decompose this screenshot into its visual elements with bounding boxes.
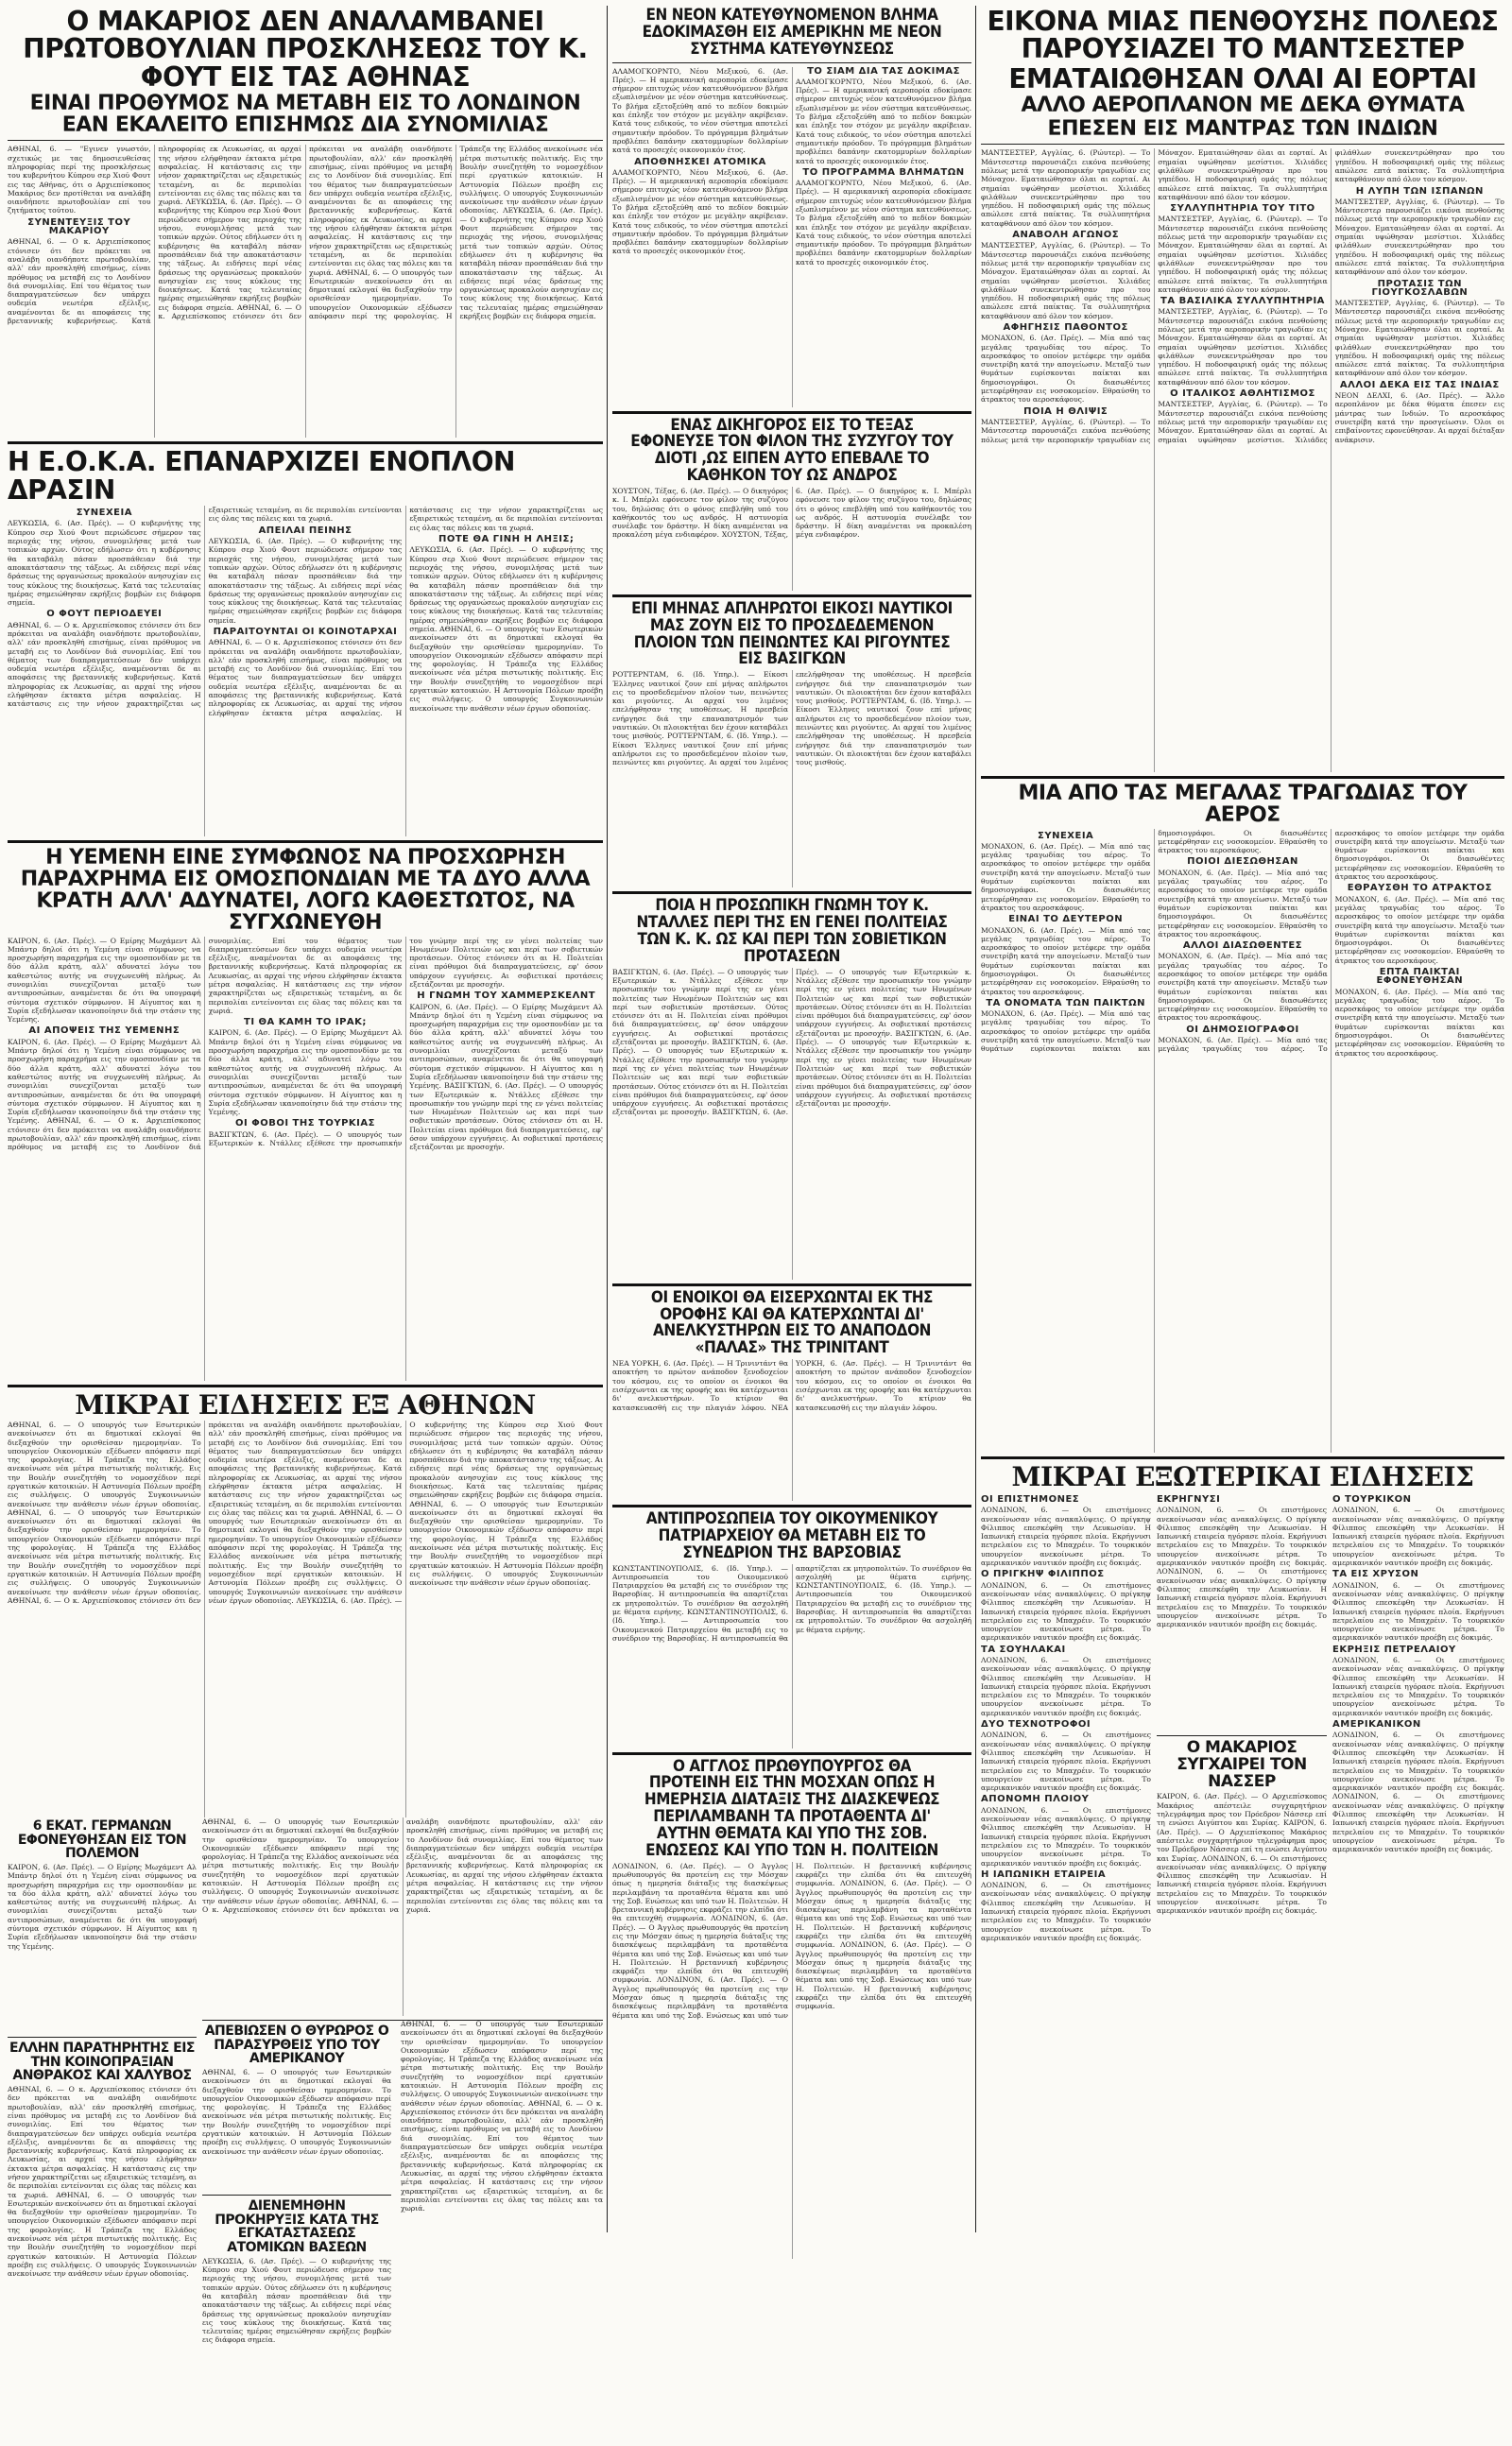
article-text: ΛΟΝΔΙΝΟΝ, 6. (Ασ. Πρές). — Ο Άγγλος πρωθυπουργός θα προτείνη εις την Μόσχαν όπως η ημερησία διάταξις της διασκέψεως περιλαμβάνη τα προταθέντα θέματα και υπό της Σοβ. Ενώσεως και υπό των Η. Πολιτειών. Η βρεταννική κυβέρνησις εκφράζει την ελπίδα ότι θα επιτευχθή συμφωνία.	[796, 1940, 971, 2011]
section-label: ΑΛΛΟΙ ΔΕΚΑ ΕΙΣ ΤΑΣ ΙΝΔΙΑΣ	[1339, 379, 1500, 390]
article-text: ΚΑΙΡΟΝ, 6. (Ασ. Πρές). — Ο Εμίρης Μωχάμεντ Αλ Μπάντρ δηλοί ότι η Υεμένη είναι σύμφωνος να προσχωρήση παραχρήμα εις την ομοσπονδίαν με τα δύο άλλα κράτη, αλλ' αδυνατεί λόγω του καθεστώτος αυτής να συγχωνευθή πλήρως. Αι συνομιλίαι συνεχίζονται μεταξύ των αντιπροσώπων, αναμένεται δε ότι θα υπογραφή σύντομα σχετικόν σύμφωνον. Η Αίγυπτος και η Συρία εξεδήλωσαν ικανοποίησιν διά την στάσιν της Υεμένης.	[8, 1037, 201, 1126]
article-makarios-nasser	[1157, 1792, 1327, 2132]
article-foreign-news-2	[1157, 1495, 1327, 1731]
article-text: ΜΑΝΤΣΕΣΤΕΡ, Αγγλίας, 6. (Ρώυτερ). — Το Μάντσεστερ παρουσιάζει εικόνα πενθούσης πόλεως μετά την αεροπορικήν τραγωδίαν εις Μόναχον. Εματαιώθησαν όλαι αι εορταί. Αι σημαίαι υψώθησαν μεσίστιοι. Χιλιάδες φιλάθλων συνεκεντρώθησαν προ του γηπέδου. Η ποδοσφαιρική ομάς της πόλεως απώλεσε επτά παίκτας. Τα συλλυπητήρια καταφθάνουν από όλον τον κόσμον.	[1334, 197, 1504, 277]
section-label: ΠΑΡΑΙΤΟΥΝΤΑΙ ΟΙ ΚΟΙΝΟΤΑΡΧΑΙ	[213, 627, 398, 637]
headline-missile: ΕΝ ΝΕΟΝ ΚΑΤΕΥΘΥΝΟΜΕΝΟΝ ΒΛΗΜΑ ΕΔΟΚΙΜΑΣΘΗ ΕΙΣ ΑΜΕΡΙΚΗΝ ΜΕ ΝΕΟΝ ΣΥΣΤΗΜΑ ΚΑΤΕΥΘΥΝΣΕΩΣ	[642, 6, 942, 59]
article-doorman	[202, 2068, 391, 2191]
article-text: ΑΘΗΝΑΙ, 6. — Ο υπουργός των Εσωτερικών ανεκοίνωσεν ότι αι δημοτικαί εκλογαί θα διεξαχθούν την ορισθείσαν ημερομηνίαν. Το υπουργείον Οικονομικών εξέδωσεν απόφασιν περί της φορολογίας. Η Τράπεζα της Ελλάδος ανεκοίνωσε νέα μέτρα πιστωτικής πολιτικής. Εις την Βουλήν συνεζητήθη το νομοσχέδιον περί εργατικών κατοικιών. Η Αστυνομία Πόλεων προέβη εις συλλήψεις. Ο υπουργός Συγκοινωνιών ανεκοίνωσε την ανάθεσιν νέων έργων οδοποιίας.	[208, 1507, 403, 1605]
headline-foreign-news: ΜΙΚΡΑΙ ΕΞΩΤΕΡΙΚΑΙ ΕΙΔΗΣΕΙΣ	[1011, 1460, 1474, 1492]
article-text: ΜΟΝΑΧΟΝ, 6. (Ασ. Πρές). — Μία από τας μεγάλας τραγωδίας του αέρος. Το αεροσκάφος το οποίον μετέφερε την ομάδα συνετρίβη κατά την απογείωσιν. Μεταξύ των θυμάτων ευρίσκονται παίκται και δημοσιογράφοι. Οι διασωθέντες μετεφέρθησαν εις νοσοκομείον. Εθραύσθη το άτρακτος του αεροσκάφους.	[1334, 894, 1504, 965]
article-text: ΛΟΝΔΙΝΟΝ, 6. — Οι επιστήμονες ανεκοίνωσαν νέας ανακαλύψεις. Ο πρίγκηψ Φίλιππος επεσκέφθη την Λευκωσίαν. Η Ιαπωνική εταιρεία ηγόρασε πλοία. Εκρήγνυσι πετρελαίου εις το Μπαχρέιν. Το τουρκικόν υπουργείον ανεκοίνωσε μέτρα. Το αμερικανικόν ναυτικόν προέβη εις δοκιμάς.	[1157, 1853, 1327, 1916]
section-label: ΑΠΟΘΝΗΣΚΕΙ ΑΤΟΜΙΚΑ	[634, 156, 766, 167]
article-text: ΜΑΝΤΣΕΣΤΕΡ, Αγγλίας, 6. (Ρώυτερ). — Το Μάντσεστερ παρουσιάζει εικόνα πενθούσης πόλεως μετά την αεροπορικήν τραγωδίαν εις Μόναχον. Εματαιώθησαν όλαι αι εορταί. Αι σημαίαι υψώθησαν μεσίστιοι. Χιλιάδες φιλάθλων συνεκεντρώθησαν προ του γηπέδου. Η ποδοσφαιρική ομάς της πόλεως απώλεσε επτά παίκτας. Τα συλλυπητήρια καταφθάνουν από όλον τον κόσμον.	[981, 148, 1151, 228]
section-label: ΣΥΝΕΝΤΕΥΞΙΣ ΤΟΥ ΜΑΚΑΡΙΟΥ	[27, 216, 131, 237]
section-label: ΑΠΕΙΛΑΙ ΠΕΙΝΗΣ	[258, 525, 352, 536]
article-text: ΑΘΗΝΑΙ, 6. — Ο κ. Αρχιεπίσκοπος ετόνισεν ότι δεν πρόκειται να αναλάβη οιανδήποτε πρωτοβουλίαν, αλλ' εάν προσκληθή επισήμως, είναι πρόθυμος να μεταβή εις το Λονδίνον διά συνομιλίας. Επί του θέματος των διαπραγματεύσεων δεν υπάρχει ουδεμία νεωτέρα εξέλιξις, αναμένονται δε αι αποφάσεις της βρεταννικής κυβερνήσεως. Κατά πληροφορίας εκ Λευκωσίας, αι αρχαί της νήσου ελήφθησαν έκτακτα μέτρα ασφαλείας. Η κατάστασις εις την νήσον χαρακτηρίζεται ως εξαιρετικώς τεταμένη, αι δε περιπολίαι εντείνονται εις όλας τας πόλεις και τα χωριά.	[202, 1817, 603, 1914]
section-label: ΑΙ ΑΠΟΨΕΙΣ ΤΗΣ ΥΕΜΕΝΗΣ	[28, 1025, 180, 1037]
article-text: ΚΩΝΣΤΑΝΤΙΝΟΥΠΟΛΙΣ, 6. (Ιδ. Υπηρ.). — Αντιπροσωπεία του Οικουμενικού Πατριαρχείου θα μεταβή εις το συνέδριον της Βαρσοβίας. Η αντιπροσωπεία θα απαρτίζεται εκ μητροπολιτών. Το συνέδριον θα ασχοληθή με θέματα ειρήνης.	[796, 1581, 971, 1634]
article-trinidad	[612, 1359, 971, 1501]
article-texas-lawyer	[612, 487, 971, 591]
article-text: ΒΑΣΙΓΚΤΩΝ, 6. (Ασ. Πρές). — Ο υπουργός των Εξωτερικών κ. Ντάλλες εξέθεσε την προσωπικήν του γνώμην περί της εν γένει πολιτείας των Ηνωμένων Πολιτειών ως και περί των σοβιετικών προτάσεων. Ούτος ετόνισεν ότι αι Η. Πολιτείαι είναι πρόθυμοι διά διαπραγματεύσεις, εφ' όσον υπάρχουν εγγυήσεις. Αι σοβιετικαί προτάσεις εξετάζονται με προσοχήν.	[796, 1028, 971, 1109]
article-text: ΝΕΟΝ ΔΕΛΧΙ, 6. (Ασ. Πρές). — Άλλο αεροπλάνον με δέκα θύματα έπεσεν εις μάντρας των Ινδιών. Το αεροσκάφος συνετρίβη κατά την προσγείωσιν. Όλοι οι επιβαίνοντες εφονεύθησαν. Αι αρχαί διέταξαν ανάκρισιν.	[1334, 391, 1504, 444]
headline-athens-news: ΜΙΚΡΑΙ ΕΙΔΗΣΕΙΣ ΕΞ ΑΘΗΝΩΝ	[75, 1388, 536, 1421]
section-label: Ο ΙΤΑΛΙΚΟΣ ΑΘΛΗΤΙΣΜΟΣ	[1170, 388, 1315, 400]
headline-india: ΕΠΕΣΕΝ ΕΙΣ ΜΑΝΤΡΑΣ ΤΩΝ ΙΝΔΙΩΝ	[1047, 117, 1438, 142]
headline-air-tragedy: ΜΙΑ ΑΠΟ ΤΑΣ ΜΕΓΑΛΑΣ ΤΡΑΓΩΔΙΑΣ ΤΟΥ ΑΕΡΟΣ	[1018, 782, 1468, 828]
article-missile	[612, 67, 971, 407]
article-text: ΑΘΗΝΑΙ, 6. — Ο κ. Αρχιεπίσκοπος ετόνισεν ότι δεν πρόκειται να αναλάβη οιανδήποτε πρωτοβουλίαν, αλλ' εάν προσκληθή επισήμως, είναι πρόθυμος να μεταβή εις το Λονδίνον διά συνομιλίας. Επί του θέματος των διαπραγματεύσεων δεν υπάρχει ουδεμία νεωτέρα εξέλιξις, αναμένονται δε αι αποφάσεις της βρεταννικής κυβερνήσεως. Κατά πληροφορίας εκ Λευκωσίας, αι αρχαί της νήσου ελήφθησαν έκτακτα μέτρα ασφαλείας. Η κατάστασις εις την νήσον χαρακτηρίζεται ως εξαιρετικώς τεταμένη, αι δε περιπολίαι εντείνονται εις όλας τας πόλεις και τα χωριά.	[158, 145, 453, 320]
article-text: ΛΕΥΚΩΣΙΑ, 6. (Ασ. Πρές). — Ο κυβερνήτης της Κύπρου σερ Χιού Φουτ περιώδευσε σήμερον τας περιοχάς της νήσου, συνομιλήσας μετά των τοπικών αρχών. Ούτος εδήλωσεν ότι η κυβέρνησις θα καταβάλη πάσαν προσπάθειαν διά την αποκατάστασιν της τάξεως. Αι ειδήσεις περί νέας δράσεως της οργανώσεως προκαλούν ανησυχίαν εις τους κύκλους της διοικήσεως. Κατά τας τελευταίας ημέρας σημειώθησαν εκρήξεις βομβών εις διάφορα σημεία.	[8, 519, 201, 608]
article-athens-cont	[202, 1817, 603, 2016]
section-label: ΑΝΑΒΟΛΗ ΑΓΩΝΟΣ	[1012, 230, 1120, 241]
headline-yemen: Η ΥΕΜΕΝΗ ΕΙΝΕ ΣΥΜΦΩΝΟΣ ΝΑ ΠΡΟΣΧΩΡΗΣΗ ΠΑΡΑΧΡΗΜΑ ΕΙΣ ΟΜΟΣΠΟΝΔΙΑΝ ΜΕ ΤΑ ΔΥΟ ΑΛΛΑ ΚΡΑΤΗ ΑΛΛ' ΑΔΥΝΑΤΕΙ, ΛΟΓΩ ΚΑΘΕΣΤΩΤΟΣ, ΝΑ ΣΥΓΧΩΝΕΥΘΗ	[20, 846, 591, 936]
section-label: ΕΘΡΑΥΣΘΗ ΤΟ ΑΤΡΑΚΤΟΣ	[1347, 883, 1492, 894]
section-label: ΣΥΛΛΥΠΗΤΗΡΙΑ ΤΟΥ ΤΙΤΟ	[1170, 203, 1315, 215]
headline-makarios: Ο ΜΑΚΑΡΙΟΣ ΔΕΝ ΑΝΑΛΑΜΒΑΝΕΙ ΠΡΩΤΟΒΟΥΛΙΑΝ ΠΡΟΣΚΛΗΣΕΩΣ ΤΟΥ Κ. ΦΟΥΤ ΕΙΣ ΤΑΣ ΑΘΗΝΑΣ	[23, 6, 588, 93]
article-foreign-news-3	[1332, 1492, 1504, 2154]
article-text: ΚΩΝΣΤΑΝΤΙΝΟΥΠΟΛΙΣ, 6. (Ιδ. Υπηρ.). — Αντιπροσωπεία του Οικουμενικού Πατριαρχείου θα μεταβή εις το συνέδριον της Βαρσοβίας. Η αντιπροσωπεία θα απαρτίζεται εκ μητροπολιτών. Το συνέδριον θα ασχοληθή με θέματα ειρήνης.	[612, 1563, 788, 1617]
section-label: ΤΟ ΠΡΟΓΡΑΜΜΑ ΒΛΗΜΑΤΩΝ	[802, 166, 965, 178]
section-label: ΣΥΝΕΧΕΙΑ	[76, 508, 132, 519]
article-text: ΑΘΗΝΑΙ, 6. — Ο κ. Αρχιεπίσκοπος ετόνισεν ότι δεν πρόκειται να αναλάβη οιανδήποτε πρωτοβουλίαν, αλλ' εάν προσκληθή επισήμως, είναι πρόθυμος να μεταβή εις το Λονδίνον διά συνομιλίας. Επί του θέματος των διαπραγματεύσεων δεν υπάρχει ουδεμία νεωτέρα εξέλιξις, αναμένονται δε αι αποφάσεις της βρεταννικής κυβερνήσεως. Κατά πληροφορίας εκ Λευκωσίας, αι αρχαί της νήσου ελήφθησαν έκτακτα μέτρα ασφαλείας. Η κατάστασις εις την νήσον χαρακτηρίζεται ως εξαιρετικώς τεταμένη, αι δε περιπολίαι εντείνονται εις όλας τας πόλεις και τα χωριά.	[8, 2085, 197, 2199]
article-text: ΑΘΗΝΑΙ, 6. — Ο κ. Αρχιεπίσκοπος ετόνισεν ότι δεν πρόκειται να αναλάβη οιανδήποτε πρωτοβουλίαν, αλλ' εάν προσκληθή επισήμως, είναι πρόθυμος να μεταβή εις το Λονδίνον διά συνομιλίας. Επί του θέματος των διαπραγματεύσεων δεν υπάρχει ουδεμία νεωτέρα εξέλιξις, αναμένονται δε αι αποφάσεις της βρεταννικής κυβερνήσεως. Κατά πληροφορίας εκ Λευκωσίας, αι αρχαί της νήσου ελήφθησαν έκτακτα μέτρα ασφαλείας. Η κατάστασις εις την νήσον χαρακτηρίζεται ως εξαιρετικώς τεταμένη, αι δε περιπολίαι εντείνονται εις όλας τας πόλεις και τα χωριά.	[208, 506, 603, 717]
section-label: ΑΦΗΓΗΣΙΣ ΠΑΘΟΝΤΟΣ	[1003, 322, 1128, 333]
article-text: ΧΟΥΣΤΟΝ, Τέξας, 6. (Ασ. Πρές). — Ο δικηγόρος κ. Ι. Μπέρλι εφόνευσε τον φίλον της συζύγου του, δηλώσας ότι ο φόνος επεβλήθη υπό του καθήκοντός του ως ανδρός. Η αστυνομία συνέλαβε τον δράστην. Η δίκη αναμένεται να προκαλέση μέγα ενδιαφέρον.	[612, 486, 788, 540]
article-text: ΚΑΙΡΟΝ, 6. (Ασ. Πρές). — Ο Εμίρης Μωχάμεντ Αλ Μπάντρ δηλοί ότι η Υεμένη είναι σύμφωνος να προσχωρήση παραχρήμα εις την ομοσπονδίαν με τα δύο άλλα κράτη, αλλ' αδυνατεί λόγω του καθεστώτος αυτής να συγχωνευθή πλήρως. Αι συνομιλίαι συνεχίζονται μεταξύ των αντιπροσώπων, αναμένεται δε ότι θα υπογραφή σύντομα σχετικόν σύμφωνον. Η Αίγυπτος και η Συρία εξεδήλωσαν ικανοποίησιν διά την στάσιν της Υεμένης.	[8, 1862, 197, 1951]
section-label: ΟΙ ΦΟΒΟΙ ΤΗΣ ΤΟΥΡΚΙΑΣ	[235, 1118, 375, 1129]
article-text: ΑΛΑΜΟΓΚΟΡΝΤΟ, Νέου Μεξικού, 6. (Ασ. Πρές). — Η αμερικανική αεροπορία εδοκίμασε σήμερον επιτυχώς νέον κατευθυνόμενον βλήμα εξωπλισμένον με νέον σύστημα κατευθύνσεως. Το βλήμα εξετοξεύθη από το πεδίον δοκιμών και έπληξε τον στόχον με μεγάλην ακρίβειαν. Κατά τους ειδικούς, το νέον σύστημα αποτελεί σημαντικήν πρόοδον. Το πρόγραμμα βλημάτων προβλέπει δαπάνην εκατομμυρίων δολλαρίων κατά το προσεχές οικονομικόν έτος.	[796, 179, 971, 267]
article-text: ΜΑΝΤΣΕΣΤΕΡ, Αγγλίας, 6. (Ρώυτερ). — Το Μάντσεστερ παρουσιάζει εικόνα πενθούσης πόλεως μετά την αεροπορικήν τραγωδίαν εις Μόναχον. Εματαιώθησαν όλαι αι εορταί. Αι σημαίαι υψώθησαν μεσίστιοι. Χιλιάδες φιλάθλων συνεκεντρώθησαν προ του γηπέδου. Η ποδοσφαιρική ομάς της πόλεως απώλεσε επτά παίκτας. Τα συλλυπητήρια καταφθάνουν από όλον τον κόσμον.	[981, 241, 1151, 320]
article-text: ΜΟΝΑΧΟΝ, 6. (Ασ. Πρές). — Μία από τας μεγάλας τραγωδίας του αέρος. Το αεροσκάφος το οποίον μετέφερε την ομάδα συνετρίβη κατά την απογείωσιν. Μεταξύ των θυμάτων ευρίσκονται παίκται και δημοσιογράφοι. Οι διασωθέντες μετεφέρθησαν εις νοσοκομείον. Εθραύσθη το άτρακτος του αεροσκάφους.	[1158, 828, 1504, 1054]
headline-eoka: Η Ε.Ο.Κ.Α. ΕΠΑΝΑΡΧΙΖΕΙ ΕΝΟΠΛΟΝ ΔΡΑΣΙΝ	[8, 446, 515, 506]
article-text: ΒΑΣΙΓΚΤΩΝ, 6. (Ασ. Πρές). — Ο υπουργός των Εξωτερικών κ. Ντάλλες εξέθεσε την προσωπικήν του γνώμην περί της εν γένει πολιτείας των Ηνωμένων Πολιτειών ως και περί των σοβιετικών προτάσεων. Ούτος ετόνισεν ότι αι Η. Πολιτείαι είναι πρόθυμοι διά διαπραγματεύσεις, εφ' όσον υπάρχουν εγγυήσεις. Αι σοβιετικαί προτάσεις εξετάζονται με προσοχήν.	[612, 1038, 788, 1117]
article-british-pm	[612, 1862, 971, 2259]
article-coal-steel	[8, 2085, 197, 2425]
article-dulles	[612, 968, 971, 1280]
article-text: ΜΟΝΑΧΟΝ, 6. (Ασ. Πρές). — Μία από τας μεγάλας τραγωδίας του αέρος. Το αεροσκάφος το οποίον μετέφερε την ομάδα συνετρίβη κατά την απογείωσιν. Μεταξύ των θυμάτων ευρίσκονται παίκται και δημοσιογράφοι. Οι διασωθέντες μετεφέρθησαν εις νοσοκομείον. Εθραύσθη το άτρακτος του αεροσκάφους.	[1158, 952, 1328, 1023]
headline-british-pm: Ο ΑΓΓΛΟΣ ΠΡΩΘΥΠΟΥΡΓΟΣ ΘΑ ΠΡΟΤΕΙΝΗ ΕΙΣ ΤΗΝ ΜΟΣΧΑΝ ΟΠΩΣ Η ΗΜΕΡΗΣΙΑ ΔΙΑΤΑΞΙΣ ΤΗΣ ΔΙΑΣΚΕΨΕΩΣ ΠΕΡΙΛΑΜΒΑΝΗ ΤΑ ΠΡΟΤΑΘΕΝΤΑ ΔΙ' ΑΥΤΗΝ ΘΕΜΑΤΑ ΚΑΙ ΥΠΟ ΤΗΣ ΣΟΒ. ΕΝΩΣΕΩΣ ΚΑΙ ΥΠΟ ΤΩΝ Η. ΠΟΛΙΤΕΙΩΝ	[644, 1756, 940, 1860]
article-text: ΛΟΝΔΙΝΟΝ, 6. — Οι επιστήμονες ανεκοίνωσαν νέας ανακαλύψεις. Ο πρίγκηψ Φίλιππος επεσκέφθη την Λευκωσίαν. Η Ιαπωνική εταιρεία ηγόρασε πλοία. Εκρήγνυσι πετρελαίου εις το Μπαχρέιν. Το τουρκικόν υπουργείον ανεκοίνωσε μέτρα. Το αμερικανικόν ναυτικόν προέβη εις δοκιμάς.	[981, 1506, 1151, 1568]
article-text: ΚΑΙΡΟΝ, 6. (Ασ. Πρές). — Ο Αρχιεπίσκοπος Μακάριος απέστειλε συγχαρητήριον τηλεγράφημα προς τον Πρόεδρον Νάσσερ επί τη ενώσει Αιγύπτου και Συρίας.	[1157, 1818, 1327, 1863]
section-label: ΤΟ ΣΙΑΜ ΔΙΑ ΤΑΣ ΔΟΚΙΜΑΣ	[807, 65, 960, 77]
article-text: ΜΟΝΑΧΟΝ, 6. (Ασ. Πρές). — Μία από τας μεγάλας τραγωδίας του αέρος. Το αεροσκάφος το οποίον μετέφερε την ομάδα συνετρίβη κατά την απογείωσιν. Μεταξύ των θυμάτων ευρίσκονται παίκται και δημοσιογράφοι. Οι διασωθέντες μετεφέρθησαν εις νοσοκομείον. Εθραύσθη το άτρακτος του αεροσκάφους.	[981, 334, 1151, 405]
section-label: ΤΑ ΒΑΣΙΛΙΚΑ ΣΥΛΛΥΠΗΤΗΡΙΑ	[1160, 296, 1325, 307]
article-text: ΝΕΑ ΥΟΡΚΗ, 6. (Ασ. Πρές). — Η Τρινιντάντ θα αποκτήση το πρώτον ανάποδον ξενοδοχείον του κόσμου, εις το οποίον οι ένοικοι θα εισέρχωνται εκ της οροφής και θα κατέρχωνται δι' ανελκυστήρων. Το κτίριον θα κατασκευασθή εις την πλαγιάν λόφου.	[612, 1359, 788, 1412]
article-text: ΛΟΝΔΙΝΟΝ, 6. — Οι επιστήμονες ανεκοίνωσαν νέας ανακαλύψεις. Ο πρίγκηψ Φίλιππος επεσκέφθη την Λευκωσίαν. Η Ιαπωνική εταιρεία ηγόρασε πλοία. Εκρήγνυσι πετρελαίου εις το Μπαχρέιν. Το τουρκικόν υπουργείον ανεκοίνωσε μέτρα. Το αμερικανικόν ναυτικόν προέβη εις δοκιμάς.	[1332, 1580, 1504, 1643]
article-text: ΑΘΗΝΑΙ, 6. — Ο υπουργός των Εσωτερικών ανεκοίνωσεν ότι αι δημοτικαί εκλογαί θα διεξαχθούν την ορισθείσαν ημερομηνίαν. Το υπουργείον Οικονομικών εξέδωσεν απόφασιν περί της φορολογίας. Η Τράπεζα της Ελλάδος ανεκοίνωσε νέα μέτρα πιστωτικής πολιτικής. Εις την Βουλήν συνεζητήθη το νομοσχέδιον περί εργατικών κατοικιών. Η Αστυνομία Πόλεων προέβη εις συλλήψεις. Ο υπουργός Συγκοινωνιών ανεκοίνωσε την ανάθεσιν νέων έργων οδοποιίας.	[309, 145, 603, 320]
article-text: ΡΟΤΤΕΡΝΤΑΜ, 6. (Ιδ. Υπηρ.). — Είκοσι Έλληνες ναυτικοί ζουν επί μήνας απλήρωτοι εις το προσδεδεμένον πλοίον των, πεινώντες και ριγούντες. Αι αρχαί του λιμένος επελήφθησαν της υποθέσεως. Η πρεσβεία ενήργησε διά την επαναπατρισμόν των ναυτικών. Οι πλοιοκτήται δεν έχουν καταβάλει τους μισθούς.	[796, 697, 971, 767]
newspaper-page	[8, 6, 1504, 2345]
article-text: ΡΟΤΤΕΡΝΤΑΜ, 6. (Ιδ. Υπηρ.). — Είκοσι Έλληνες ναυτικοί ζουν επί μήνας απλήρωτοι εις το προσδεδεμένον πλοίον των, πεινώντες και ριγούντες. Αι αρχαί του λιμένος επελήφθησαν της υποθέσεως. Η πρεσβεία ενήργησε διά την επαναπατρισμόν των ναυτικών. Οι πλοιοκτήται δεν έχουν καταβάλει τους μισθούς.	[612, 670, 971, 767]
article-text: ΑΘΗΝΑΙ, 6. — Ο υπουργός των Εσωτερικών ανεκοίνωσεν ότι αι δημοτικαί εκλογαί θα διεξαχθούν την ορισθείσαν ημερομηνίαν. Το υπουργείον Οικονομικών εξέδωσεν απόφασιν περί της φορολογίας. Η Τράπεζα της Ελλάδος ανεκοίνωσε νέα μέτρα πιστωτικής πολιτικής. Εις την Βουλήν συνεζητήθη το νομοσχέδιον περί εργατικών κατοικιών. Η Αστυνομία Πόλεων προέβη εις συλλήψεις. Ο υπουργός Συγκοινωνιών ανεκοίνωσε την ανάθεσιν νέων έργων οδοποιίας.	[8, 1507, 201, 1596]
article-text: ΒΑΣΙΓΚΤΩΝ, 6. (Ασ. Πρές). — Ο υπουργός των Εξωτερικών κ. Ντάλλες εξέθεσε την προσωπικήν του γνώμην περί της εν γένει πολιτείας των Ηνωμένων Πολιτειών ως και περί των σοβιετικών προτάσεων. Ούτος ετόνισεν ότι αι Η. Πολιτείαι είναι πρόθυμοι διά διαπραγματεύσεις, εφ' όσον υπάρχουν εγγυήσεις. Αι σοβιετικαί προτάσεις εξετάζονται με προσοχήν.	[208, 936, 603, 1148]
article-sailors	[612, 670, 971, 887]
article-text: ΛΟΝΔΙΝΟΝ, 6. (Ασ. Πρές). — Ο Άγγλος πρωθυπουργός θα προτείνη εις την Μόσχαν όπως η ημερησία διάταξις της διασκέψεως περιλαμβάνη τα προταθέντα θέματα και υπό της Σοβ. Ενώσεως και υπό των Η. Πολιτειών. Η βρεταννική κυβέρνησις εκφράζει την ελπίδα ότι θα επιτευχθή συμφωνία.	[612, 1861, 971, 2020]
right-section	[981, 6, 1504, 2232]
section-label: ΠΟΙΟΙ ΔΙΕΣΩΘΗΣΑΝ	[1187, 856, 1298, 868]
article-text: ΛΟΝΔΙΝΟΝ, 6. — Οι επιστήμονες ανεκοίνωσαν νέας ανακαλύψεις. Ο πρίγκηψ Φίλιππος επεσκέφθη την Λευκωσίαν. Η Ιαπωνική εταιρεία ηγόρασε πλοία. Εκρήγνυσι πετρελαίου εις το Μπαχρέιν. Το τουρκικόν υπουργείον ανεκοίνωσε μέτρα. Το αμερικανικόν ναυτικόν προέβη εις δοκιμάς.	[1157, 1567, 1327, 1629]
section-label: Ο ΦΟΥΤ ΠΕΡΙΟΔΕΥΕΙ	[46, 609, 163, 620]
headline-another-plane: ΑΛΛΟ ΑΕΡΟΠΛΑΝΟΝ ΜΕ ΔΕΚΑ ΘΥΜΑΤΑ	[1021, 94, 1465, 118]
article-eoka	[8, 506, 603, 836]
article-germans	[8, 1863, 197, 2033]
headline-sailors: ΕΠΙ ΜΗΝΑΣ ΑΠΛΗΡΩΤΟΙ ΕΙΚΟΣΙ ΝΑΥΤΙΚΟΙ ΜΑΣ ΖΟΥΝ ΕΙΣ ΤΟ ΠΡΟΣΔΕΔΕΜΕΝΟΝ ΠΛΟΙΟΝ ΤΩΝ ΠΕΙΝΩΝΤΕΣ ΚΑΙ ΡΙΓΟΥΝΤΕΣ ΕΙΣ ΒΑΣΙΓΚΩΝ	[631, 598, 953, 669]
article-text: ΑΛΑΜΟΓΚΟΡΝΤΟ, Νέου Μεξικού, 6. (Ασ. Πρές). — Η αμερικανική αεροπορία εδοκίμασε σήμερον επιτυχώς νέον κατευθυνόμενον βλήμα εξωπλισμένον με νέον σύστημα κατευθύνσεως. Το βλήμα εξετοξεύθη από το πεδίον δοκιμών και έπληξε τον στόχον με μεγάλην ακρίβειαν. Κατά τους ειδικούς, το νέον σύστημα αποτελεί σημαντικήν πρόοδον. Το πρόγραμμα βλημάτων προβλέπει δαπάνην εκατομμυρίων δολλαρίων κατά το προσεχές οικονομικόν έτος.	[612, 66, 788, 155]
item-label: ΕΚΡΗΞΙΣ ΠΕΤΡΕΛΑΙΟΥ	[1332, 1644, 1456, 1655]
article-text: ΜΑΝΤΣΕΣΤΕΡ, Αγγλίας, 6. (Ρώυτερ). — Το Μάντσεστερ παρουσιάζει εικόνα πενθούσης πόλεως μετά την αεροπορικήν τραγωδίαν εις Μόναχον. Εματαιώθησαν όλαι αι εορταί. Αι σημαίαι υψώθησαν μεσίστιοι. Χιλιάδες φιλάθλων συνεκεντρώθησαν προ του γηπέδου. Η ποδοσφαιρική ομάς της πόλεως απώλεσε επτά παίκτας. Τα συλλυπητήρια καταφθάνουν από όλον τον κόσμον.	[1158, 307, 1328, 387]
article-text: ΑΘΗΝΑΙ, 6. — Ο κ. Αρχιεπίσκοπος ετόνισεν ότι δεν πρόκειται να αναλάβη οιανδήποτε πρωτοβουλίαν, αλλ' εάν προσκληθή επισήμως, είναι πρόθυμος να μεταβή εις το Λονδίνον διά συνομιλίας. Επί του θέματος των διαπραγματεύσεων δεν υπάρχει ουδεμία νεωτέρα εξέλιξις, αναμένονται δε αι αποφάσεις της βρεταννικής κυβερνήσεως. Κατά πληροφορίας εκ Λευκωσίας, αι αρχαί της νήσου ελήφθησαν έκτακτα μέτρα ασφαλείας. Η κατάστασις εις την νήσον χαρακτηρίζεται ως εξαιρετικώς τεταμένη, αι δε περιπολίαι εντείνονται εις όλας τας πόλεις και τα χωριά.	[8, 1420, 403, 1605]
article-text: ΛΟΝΔΙΝΟΝ, 6. — Οι επιστήμονες ανεκοίνωσαν νέας ανακαλύψεις. Ο πρίγκηψ Φίλιππος επεσκέφθη την Λευκωσίαν. Η Ιαπωνική εταιρεία ηγόρασε πλοία. Εκρήγνυσι πετρελαίου εις το Μπαχρέιν. Το τουρκικόν υπουργείον ανεκοίνωσε μέτρα. Το αμερικανικόν ναυτικόν προέβη εις δοκιμάς.	[981, 1580, 1151, 1643]
headline-trinidad: ΟΙ ΕΝΟΙΚΟΙ ΘΑ ΕΙΣΕΡΧΩΝΤΑΙ ΕΚ ΤΗΣ ΟΡΟΦΗΣ ΚΑΙ ΘΑ ΚΑΤΕΡΧΩΝΤΑΙ ΔΙ' ΑΝΕΛΚΥΣΤΗΡΩΝ ΕΙΣ ΤΟ ΑΝΑΠΟΔΟΝ «ΠΑΛΑΣ» ΤΗΣ ΤΡΙΝΙΤΑΝΤ	[650, 1287, 934, 1358]
article-text: ΜΑΝΤΣΕΣΤΕΡ, Αγγλίας, 6. (Ρώυτερ). — Το Μάντσεστερ παρουσιάζει εικόνα πενθούσης πόλεως μετά την αεροπορικήν τραγωδίαν εις Μόναχον. Εματαιώθησαν όλαι αι εορταί. Αι σημαίαι υψώθησαν μεσίστιοι. Χιλιάδες φιλάθλων συνεκεντρώθησαν προ του γηπέδου. Η ποδοσφαιρική ομάς της πόλεως απώλεσε επτά παίκτας. Τα συλλυπητήρια καταφθάνουν από όλον τον κόσμον.	[1158, 215, 1328, 294]
article-text: ΑΛΑΜΟΓΚΟΡΝΤΟ, Νέου Μεξικού, 6. (Ασ. Πρές). — Η αμερικανική αεροπορία εδοκίμασε σήμερον επιτυχώς νέον κατευθυνόμενον βλήμα εξωπλισμένον με νέον σύστημα κατευθύνσεως. Το βλήμα εξετοξεύθη από το πεδίον δοκιμών και έπληξε τον στόχον με μεγάλην ακρίβειαν. Κατά τους ειδικούς, το νέον σύστημα αποτελεί σημαντικήν πρόοδον. Το πρόγραμμα βλημάτων προβλέπει δαπάνην εκατομμυρίων δολλαρίων κατά το προσεχές οικονομικόν έτος.	[796, 77, 971, 165]
article-text: ΚΑΙΡΟΝ, 6. (Ασ. Πρές). — Ο Εμίρης Μωχάμεντ Αλ Μπάντρ δηλοί ότι η Υεμένη είναι σύμφωνος να προσχωρήση παραχρήμα εις την ομοσπονδίαν με τα δύο άλλα κράτη, αλλ' αδυνατεί λόγω του καθεστώτος αυτής να συγχωνευθή πλήρως. Αι συνομιλίαι συνεχίζονται μεταξύ των αντιπροσώπων, αναμένεται δε ότι θα υπογραφή σύντομα σχετικόν σύμφωνον. Η Αίγυπτος και η Συρία εξεδήλωσαν ικανοποίησιν διά την στάσιν της Υεμένης.	[208, 1028, 403, 1117]
article-text: ΑΘΗΝΑΙ, 6. — Ο υπουργός των Εσωτερικών ανεκοίνωσεν ότι αι δημοτικαί εκλογαί θα διεξαχθούν την ορισθείσαν ημερομηνίαν. Το υπουργείον Οικονομικών εξέδωσεν απόφασιν περί της φορολογίας. Η Τράπεζα της Ελλάδος ανεκοίνωσε νέα μέτρα πιστωτικής πολιτικής. Εις την Βουλήν συνεζητήθη το νομοσχέδιον περί εργατικών κατοικιών. Η Αστυνομία Πόλεων προέβη εις συλλήψεις. Ο υπουργός Συγκοινωνιών ανεκοίνωσε την ανάθεσιν νέων έργων οδοποιίας.	[409, 625, 603, 713]
headline-dulles: ΠΟΙΑ Η ΠΡΟΣΩΠΙΚΗ ΓΝΩΜΗ ΤΟΥ Κ. ΝΤΑΛΛΕΣ ΠΕΡΙ ΤΗΣ ΕΝ ΓΕΝΕΙ ΠΟΛΙΤΕΙΑΣ ΤΩΝ Κ. Κ. ΩΣ ΚΑΙ ΠΕΡΙ ΤΩΝ ΣΟΒΙΕΤΙΚΩΝ ΠΡΟΤΑΣΕΩΝ	[636, 896, 948, 966]
item-label: ΤΑ ΣΟΥΗΛΑΚΑΙ	[981, 1644, 1066, 1655]
item-label: Η ΙΑΠΩΝΙΚΗ ΕΤΑΙΡΕΙΑ	[981, 1869, 1107, 1880]
article-text: ΝΕΑ ΥΟΡΚΗ, 6. (Ασ. Πρές). — Η Τρινιντάντ θα αποκτήση το πρώτον ανάποδον ξενοδοχείον του κόσμου, εις το οποίον οι ένοικοι θα εισέρχωνται εκ της οροφής και θα κατέρχωνται δι' ανελκυστήρων. Το κτίριον θα κατασκευασθή εις την πλαγιάν λόφου.	[771, 1359, 971, 1412]
item-label: ΔΥΟ ΤΕΧΝΟΤΡΟΦΟΙ	[981, 1719, 1091, 1731]
article-text: ΛΕΥΚΩΣΙΑ, 6. (Ασ. Πρές). — Ο κυβερνήτης της Κύπρου σερ Χιού Φουτ περιώδευσε σήμερον τας περιοχάς της νήσου, συνομιλήσας μετά των τοπικών αρχών. Ούτος εδήλωσεν ότι η κυβέρνησις θα καταβάλη πάσαν προσπάθειαν διά την αποκατάστασιν της τάξεως. Αι ειδήσεις περί νέας δράσεως της οργανώσεως προκαλούν ανησυχίαν εις τους κύκλους της διοικήσεως. Κατά τας τελευταίας ημέρας σημειώθησαν εκρήξεις βομβών εις διάφορα σημεία.	[409, 545, 603, 633]
article-text: ΑΘΗΝΑΙ, 6. — Ο κ. Αρχιεπίσκοπος ετόνισεν ότι δεν πρόκειται να αναλάβη οιανδήποτε πρωτοβουλίαν, αλλ' εάν προσκληθή επισήμως, είναι πρόθυμος να μεταβή εις το Λονδίνον διά συνομιλίας. Επί του θέματος των διαπραγματεύσεων δεν υπάρχει ουδεμία νεωτέρα εξέλιξις, αναμένονται δε αι αποφάσεις της βρεταννικής κυβερνήσεως. Κατά πληροφορίας εκ Λευκωσίας, αι αρχαί της νήσου ελήφθησαν έκτακτα μέτρα ασφαλείας. Η κατάστασις εις την νήσον χαρακτηρίζεται ως εξαιρετικώς τεταμένη, αι δε περιπολίαι εντείνονται εις όλας τας πόλεις και τα χωριά.	[401, 2098, 603, 2213]
article-text: ΛΕΥΚΩΣΙΑ, 6. (Ασ. Πρές). — Ο κυβερνήτης της Κύπρου σερ Χιού Φουτ περιώδευσε σήμερον τας περιοχάς της νήσου, συνομιλήσας μετά των τοπικών αρχών. Ούτος εδήλωσεν ότι η κυβέρνησις θα καταβάλη πάσαν προσπάθειαν διά την αποκατάστασιν της τάξεως. Αι ειδήσεις περί νέας δράσεως της οργανώσεως προκαλούν ανησυχίαν εις τους κύκλους της διοικήσεως. Κατά τας τελευταίας ημέρας σημειώθησαν εκρήξεις βομβών εις διάφορα σημεία.	[459, 206, 603, 320]
article-text: ΛΕΥΚΩΣΙΑ, 6. (Ασ. Πρές). — Ο κυβερνήτης της Κύπρου σερ Χιού Φουτ περιώδευσε σήμερον τας περιοχάς της νήσου, συνομιλήσας μετά των τοπικών αρχών. Ούτος εδήλωσεν ότι η κυβέρνησις θα καταβάλη πάσαν προσπάθειαν διά την αποκατάστασιν της τάξεως. Αι ειδήσεις περί νέας δράσεως της οργανώσεως προκαλούν ανησυχίαν εις τους κύκλους της διοικήσεως. Κατά τας τελευταίας ημέρας σημειώθησαν εκρήξεις βομβών εις διάφορα σημεία.	[208, 537, 403, 625]
section-label: ΠΟΙΑ Η ΘΛΙΨΙΣ	[1023, 405, 1108, 417]
headline-coal-steel: ΕΛΛΗΝ ΠΑΡΑΤΗΡΗΤΗΣ ΕΙΣ ΤΗΝ ΚΟΙΝΟΠΡΑΞΙΑΝ ΑΝΘΡΑΚΟΣ ΚΑΙ ΧΑΛΥΒΟΣ	[9, 2040, 195, 2084]
article-text: ΛΟΝΔΙΝΟΝ, 6. (Ασ. Πρές). — Ο Άγγλος πρωθυπουργός θα προτείνη εις την Μόσχαν όπως η ημερησία διάταξις της διασκέψεως περιλαμβάνη τα προταθέντα θέματα και υπό της Σοβ. Ενώσεως και υπό των Η. Πολιτειών. Η βρεταννική κυβέρνησις εκφράζει την ελπίδα ότι θα επιτευχθή συμφωνία.	[612, 1914, 788, 1985]
article-text: ΛΟΝΔΙΝΟΝ, 6. (Ασ. Πρές). — Ο Άγγλος πρωθυπουργός θα προτείνη εις την Μόσχαν όπως η ημερησία διάταξις της διασκέψεως περιλαμβάνη τα προταθέντα θέματα και υπό της Σοβ. Ενώσεως και υπό των Η. Πολιτειών. Η βρεταννική κυβέρνησις εκφράζει την ελπίδα ότι θα επιτευχθή συμφωνία.	[796, 1879, 971, 1950]
section-label: Η ΛΥΠΗ ΤΩΝ ΙΣΠΑΝΩΝ	[1355, 185, 1484, 197]
article-text: ΜΟΝΑΧΟΝ, 6. (Ασ. Πρές). — Μία από τας μεγάλας τραγωδίας του αέρος. Το αεροσκάφος το οποίον μετέφερε την ομάδα συνετρίβη κατά την απογείωσιν. Μεταξύ των θυμάτων ευρίσκονται παίκται και δημοσιογράφοι. Οι διασωθέντες μετεφέρθησαν εις νοσοκομείον. Εθραύσθη το άτρακτος του αεροσκάφους.	[981, 841, 1151, 912]
article-text: ΚΑΙΡΟΝ, 6. (Ασ. Πρές). — Ο Εμίρης Μωχάμεντ Αλ Μπάντρ δηλοί ότι η Υεμένη είναι σύμφωνος να προσχωρήση παραχρήμα εις την ομοσπονδίαν με τα δύο άλλα κράτη, αλλ' αδυνατεί λόγω του καθεστώτος αυτής να συγχωνευθή πλήρως. Αι συνομιλίαι συνεχίζονται μεταξύ των αντιπροσώπων, αναμένεται δε ότι θα υπογραφή σύντομα σχετικόν σύμφωνον. Η Αίγυπτος και η Συρία εξεδήλωσαν ικανοποίησιν διά την στάσιν της Υεμένης.	[409, 1002, 603, 1091]
article-manchester	[981, 148, 1504, 772]
middle-section	[612, 6, 971, 2232]
article-text: ΜΟΝΑΧΟΝ, 6. (Ασ. Πρές). — Μία από τας μεγάλας τραγωδίας του αέρος. Το αεροσκάφος το οποίον μετέφερε την ομάδα συνετρίβη κατά την απογείωσιν. Μεταξύ των θυμάτων ευρίσκονται παίκται και δημοσιογράφοι. Οι διασωθέντες μετεφέρθησαν εις νοσοκομείον. Εθραύσθη το άτρακτος του αεροσκάφους.	[981, 925, 1151, 996]
subheadline-makarios: ΕΙΝΑΙ ΠΡΟΘΥΜΟΣ ΝΑ ΜΕΤΑΒΗ ΕΙΣ ΤΟ ΛΟΝΔΙΝΟΝ ΕΑΝ ΕΚΑΛΕΙΤΟ ΕΠΙΣΗΜΩΣ ΔΙΑ ΣΥΝΟΜΙΛΙΑΣ	[29, 92, 581, 138]
article-text: ΑΘΗΝΑΙ, 6. — Ο κ. Αρχιεπίσκοπος ετόνισεν ότι δεν πρόκειται να αναλάβη οιανδήποτε πρωτοβουλίαν, αλλ' εάν προσκληθή επισήμως, είναι πρόθυμος να μεταβή εις το Λονδίνον διά συνομιλίας. Επί του θέματος των διαπραγματεύσεων δεν υπάρχει ουδεμία νεωτέρα εξέλιξις, αναμένονται δε αι αποφάσεις της βρεταννικής κυβερνήσεως. Κατά πληροφορίας εκ Λευκωσίας, αι αρχαί της νήσου ελήφθησαν έκτακτα μέτρα ασφαλείας. Η κατάστασις εις την νήσον χαρακτηρίζεται ως εξαιρετικώς τεταμένη, αι δε περιπολίαι εντείνονται εις όλας τας πόλεις και τα χωριά.	[8, 936, 403, 1152]
section-label: ΤΙ ΘΑ ΚΑΜΗ ΤΟ ΙΡΑΚ;	[244, 1017, 367, 1028]
article-text: ΛΕΥΚΩΣΙΑ, 6. (Ασ. Πρές). — Ο κυβερνήτης της Κύπρου σερ Χιού Φουτ περιώδευσε σήμερον τας περιοχάς της νήσου, συνομιλήσας μετά των τοπικών αρχών. Ούτος εδήλωσεν ότι η κυβέρνησις θα καταβάλη πάσαν προσπάθειαν διά την αποκατάστασιν της τάξεως. Αι ειδήσεις περί νέας δράσεως της οργανώσεως προκαλούν ανησυχίαν εις τους κύκλους της διοικήσεως. Κατά τας τελευταίας ημέρας σημειώθησαν εκρήξεις βομβών εις διάφορα σημεία.	[202, 2256, 391, 2345]
article-text: ΛΟΝΔΙΝΟΝ, 6. — Οι επιστήμονες ανεκοίνωσαν νέας ανακαλύψεις. Ο πρίγκηψ Φίλιππος επεσκέφθη την Λευκωσίαν. Η Ιαπωνική εταιρεία ηγόρασε πλοία. Εκρήγνυσι πετρελαίου εις το Μπαχρέιν. Το τουρκικόν υπουργείον ανεκοίνωσε μέτρα. Το αμερικανικόν ναυτικόν προέβη εις δοκιμάς.	[1157, 1506, 1327, 1568]
article-text: ΛΟΝΔΙΝΟΝ, 6. — Οι επιστήμονες ανεκοίνωσαν νέας ανακαλύψεις. Ο πρίγκηψ Φίλιππος επεσκέφθη την Λευκωσίαν. Η Ιαπωνική εταιρεία ηγόρασε πλοία. Εκρήγνυσι πετρελαίου εις το Μπαχρέιν. Το τουρκικόν υπουργείον ανεκοίνωσε μέτρα. Το αμερικανικόν ναυτικόν προέβη εις δοκιμάς.	[1332, 1731, 1504, 1793]
article-text: ΑΘΗΝΑΙ, 6. — Ο υπουργός των Εσωτερικών ανεκοίνωσεν ότι αι δημοτικαί εκλογαί θα διεξαχθούν την ορισθείσαν ημερομηνίαν. Το υπουργείον Οικονομικών εξέδωσεν απόφασιν περί της φορολογίας. Η Τράπεζα της Ελλάδος ανεκοίνωσε νέα μέτρα πιστωτικής πολιτικής. Εις την Βουλήν συνεζητήθη το νομοσχέδιον περί εργατικών κατοικιών. Η Αστυνομία Πόλεων προέβη εις συλλήψεις. Ο υπουργός Συγκοινωνιών ανεκοίνωσε την ανάθεσιν νέων έργων οδοποιίας.	[202, 1817, 399, 1905]
item-label: ΤΑ ΕΙΣ ΧΡΥΣΟΝ	[1332, 1569, 1419, 1580]
article-text: ΛΟΝΔΙΝΟΝ, 6. (Ασ. Πρές). — Ο Άγγλος πρωθυπουργός θα προτείνη εις την Μόσχαν όπως η ημερησία διάταξις της διασκέψεως περιλαμβάνη τα προταθέντα θέματα και υπό της Σοβ. Ενώσεως και υπό των Η. Πολιτειών. Η βρεταννική κυβέρνησις εκφράζει την ελπίδα ότι θα επιτευχθή συμφωνία.	[612, 1861, 788, 1923]
article-text: ΒΑΣΙΓΚΤΩΝ, 6. (Ασ. Πρές). — Ο υπουργός των Εξωτερικών κ. Ντάλλες εξέθεσε την προσωπικήν του γνώμην περί της εν γένει πολιτείας των Ηνωμένων Πολιτειών ως και περί των σοβιετικών προτάσεων. Ούτος ετόνισεν ότι αι Η. Πολιτείαι είναι πρόθυμοι διά διαπραγματεύσεις, εφ' όσον υπάρχουν εγγυήσεις. Αι σοβιετικαί προτάσεις εξετάζονται με προσοχήν.	[409, 1081, 603, 1152]
article-text: ΛΟΝΔΙΝΟΝ, 6. — Οι επιστήμονες ανεκοίνωσαν νέας ανακαλύψεις. Ο πρίγκηψ Φίλιππος επεσκέφθη την Λευκωσίαν. Η Ιαπωνική εταιρεία ηγόρασε πλοία. Εκρήγνυσι πετρελαίου εις το Μπαχρέιν. Το τουρκικόν υπουργείον ανεκοίνωσε μέτρα. Το αμερικανικόν ναυτικόν προέβη εις δοκιμάς.	[981, 1805, 1151, 1868]
article-text: ΚΑΙΡΟΝ, 6. (Ασ. Πρές). — Ο Εμίρης Μωχάμεντ Αλ Μπάντρ δηλοί ότι η Υεμένη είναι σύμφωνος να προσχωρήση παραχρήμα εις την ομοσπονδίαν με τα δύο άλλα κράτη, αλλ' αδυνατεί λόγω του καθεστώτος αυτής να συγχωνευθή πλήρως. Αι συνομιλίαι συνεχίζονται μεταξύ των αντιπροσώπων, αναμένεται δε ότι θα υπογραφή σύντομα σχετικόν σύμφωνον. Η Αίγυπτος και η Συρία εξεδήλωσαν ικανοποίησιν διά την στάσιν της Υεμένης.	[8, 936, 201, 1025]
article-air-tragedy	[981, 829, 1504, 1453]
headline-doorman: ΑΠΕΒΙΩΣΕΝ Ο ΘΥΡΩΡΟΣ Ο ΠΑΡΑΣΥΡΘΕΙΣ ΥΠΟ ΤΟΥ ΑΜΕΡΙΚΑΝΟΥ	[204, 2023, 389, 2067]
section-label: ΕΙΝΑΙ ΤΟ ΔΕΥΤΕΡΟΝ	[1008, 914, 1124, 925]
article-text: ΛΟΝΔΙΝΟΝ, 6. — Οι επιστήμονες ανεκοίνωσαν νέας ανακαλύψεις. Ο πρίγκηψ Φίλιππος επεσκέφθη την Λευκωσίαν. Η Ιαπωνική εταιρεία ηγόρασε πλοία. Εκρήγνυσι πετρελαίου εις το Μπαχρέιν. Το τουρκικόν υπουργείον ανεκοίνωσε μέτρα. Το αμερικανικόν ναυτικόν προέβη εις δοκιμάς.	[981, 1881, 1151, 1942]
article-athens-tail	[401, 2020, 603, 2417]
article-text: ΚΑΙΡΟΝ, 6. (Ασ. Πρές). — Ο Αρχιεπίσκοπος Μακάριος απέστειλε συγχαρητήριον τηλεγράφημα προς τον Πρόεδρον Νάσσερ επί τη ενώσει Αιγύπτου και Συρίας.	[1157, 1792, 1327, 1828]
article-text: ΛΕΥΚΩΣΙΑ, 6. (Ασ. Πρές). — Ο κυβερνήτης της Κύπρου σερ Χιού Φουτ περιώδευσε σήμερον τας περιοχάς της νήσου, συνομιλήσας μετά των τοπικών αρχών. Ούτος εδήλωσεν ότι η κυβέρνησις θα καταβάλη πάσαν προσπάθειαν διά την αποκατάστασιν της τάξεως. Αι ειδήσεις περί νέας δράσεως της οργανώσεως προκαλούν ανησυχίαν εις τους κύκλους της διοικήσεως. Κατά τας τελευταίας ημέρας σημειώθησαν εκρήξεις βομβών εις διάφορα σημεία.	[158, 198, 301, 312]
section-label: ΕΠΤΑ ΠΑΙΚΤΑΙ ΕΦΟΝΕΥΘΗΣΑΝ	[1376, 967, 1464, 987]
left-section	[8, 6, 603, 2345]
article-atomic-bases	[202, 2257, 391, 2446]
article-text: ΜΑΝΤΣΕΣΤΕΡ, Αγγλίας, 6. (Ρώυτερ). — Το Μάντσεστερ παρουσιάζει εικόνα πενθούσης πόλεως μετά την αεροπορικήν τραγωδίαν εις Μόναχον. Εματαιώθησαν όλαι αι εορταί. Αι σημαίαι υψώθησαν μεσίστιοι. Χιλιάδες φιλάθλων συνεκεντρώθησαν προ του γηπέδου. Η ποδοσφαιρική ομάς της πόλεως απώλεσε επτά παίκτας. Τα συλλυπητήρια καταφθάνουν από όλον τον κόσμον.	[1158, 148, 1504, 444]
item-label: ΟΙ ΕΠΙΣΤΗΜΟΝΕΣ	[981, 1493, 1080, 1505]
article-makarios	[8, 145, 603, 438]
article-lead: ΑΘΗΝΑΙ, 6. — "Εγινεν γνωστόν, σχετικώς με τας δημοσιευθείσας πληροφορίας περί της προσκλήσεως του κυβερνήτου Κύπρου σερ Χιού Φουτ εις τας Αθήνας, ότι ο Αρχιεπίσκοπος Μακάριος δεν προτίθεται να αναλάβη οιανδήποτε πρωτοβουλίαν επί του ζητήματος τούτου.	[8, 145, 151, 215]
article-text: ΜΑΝΤΣΕΣΤΕΡ, Αγγλίας, 6. (Ρώυτερ). — Το Μάντσεστερ παρουσιάζει εικόνα πενθούσης πόλεως μετά την αεροπορικήν τραγωδίαν εις Μόναχον. Εματαιώθησαν όλαι αι εορταί. Αι σημαίαι υψώθησαν μεσίστιοι. Χιλιάδες φιλάθλων συνεκεντρώθησαν προ του γηπέδου. Η ποδοσφαιρική ομάς της πόλεως απώλεσε επτά παίκτας. Τα συλλυπητήρια καταφθάνουν από όλον τον κόσμον.	[981, 148, 1328, 444]
article-text: ΛΟΝΔΙΝΟΝ, 6. — Οι επιστήμονες ανεκοίνωσαν νέας ανακαλύψεις. Ο πρίγκηψ Φίλιππος επεσκέφθη την Λευκωσίαν. Η Ιαπωνική εταιρεία ηγόρασε πλοία. Εκρήγνυσι πετρελαίου εις το Μπαχρέιν. Το τουρκικόν υπουργείον ανεκοίνωσε μέτρα. Το αμερικανικόν ναυτικόν προέβη εις δοκιμάς.	[1332, 1506, 1504, 1568]
headline-texas-lawyer: ΕΝΑΣ ΔΙΚΗΓΟΡΟΣ ΕΙΣ ΤΟ ΤΕΞΑΣ ΕΦΟΝΕΥΣΕ ΤΟΝ ΦΙΛΟΝ ΤΗΣ ΣΥΖΥΓΟΥ ΤΟΥ ΔΙΟΤΙ ,ΩΣ ΕΙΠΕΝ ΑΥΤΟ ΕΠΕΒΑΛΕ ΤΟ ΚΑΘΗΚΟΝ ΤΟΥ ΩΣ ΑΝΔΡΟΣ	[630, 415, 954, 486]
item-label: ΑΠΟΝΟΜΗ ΠΛΟΙΟΥ	[981, 1794, 1090, 1805]
article-text: ΑΛΑΜΟΓΚΟΡΝΤΟ, Νέου Μεξικού, 6. (Ασ. Πρές). — Η αμερικανική αεροπορία εδοκίμασε σήμερον επιτυχώς νέον κατευθυνόμενον βλήμα εξωπλισμένον με νέον σύστημα κατευθύνσεως. Το βλήμα εξετοξεύθη από το πεδίον δοκιμών και έπληξε τον στόχον με μεγάλην ακρίβειαν. Κατά τους ειδικούς, το νέον σύστημα αποτελεί σημαντικήν πρόοδον. Το πρόγραμμα βλημάτων προβλέπει δαπάνην εκατομμυρίων δολλαρίων κατά το προσεχές οικονομικόν έτος.	[612, 167, 788, 256]
article-text: ΜΟΝΑΧΟΝ, 6. (Ασ. Πρές). — Μία από τας μεγάλας τραγωδίας του αέρος. Το αεροσκάφος το οποίον μετέφερε την ομάδα συνετρίβη κατά την απογείωσιν. Μεταξύ των θυμάτων ευρίσκονται παίκται και δημοσιογράφοι. Οι διασωθέντες μετεφέρθησαν εις νοσοκομείον. Εθραύσθη το άτρακτος του αεροσκάφους.	[1334, 987, 1504, 1058]
article-text: ΜΟΝΑΧΟΝ, 6. (Ασ. Πρές). — Μία από τας μεγάλας τραγωδίας του αέρος. Το αεροσκάφος το οποίον μετέφερε την ομάδα συνετρίβη κατά την απογείωσιν. Μεταξύ των θυμάτων ευρίσκονται παίκται και δημοσιογράφοι. Οι διασωθέντες μετεφέρθησαν εις νοσοκομείον. Εθραύσθη το άτρακτος του αεροσκάφους.	[981, 828, 1328, 1054]
section-label: ΣΥΝΕΧΕΙΑ	[1038, 830, 1094, 841]
article-text: ΑΘΗΝΑΙ, 6. — Ο υπουργός των Εσωτερικών ανεκοίνωσεν ότι αι δημοτικαί εκλογαί θα διεξαχθούν την ορισθείσαν ημερομηνίαν. Το υπουργείον Οικονομικών εξέδωσεν απόφασιν περί της φορολογίας. Η Τράπεζα της Ελλάδος ανεκοίνωσε νέα μέτρα πιστωτικής πολιτικής. Εις την Βουλήν συνεζητήθη το νομοσχέδιον περί εργατικών κατοικιών. Η Αστυνομία Πόλεων προέβη εις συλλήψεις. Ο υπουργός Συγκοινωνιών ανεκοίνωσε την ανάθεσιν νέων έργων οδοποιίας.	[409, 1499, 603, 1588]
article-text: ΒΑΣΙΓΚΤΩΝ, 6. (Ασ. Πρές). — Ο υπουργός των Εξωτερικών κ. Ντάλλες εξέθεσε την προσωπικήν του γνώμην περί της εν γένει πολιτείας των Ηνωμένων Πολιτειών ως και περί των σοβιετικών προτάσεων. Ούτος ετόνισεν ότι αι Η. Πολιτείαι είναι πρόθυμοι διά διαπραγματεύσεις, εφ' όσον υπάρχουν εγγυήσεις. Αι σοβιετικαί προτάσεις εξετάζονται με προσοχήν.	[612, 967, 788, 1047]
article-text: ΚΩΝΣΤΑΝΤΙΝΟΥΠΟΛΙΣ, 6. (Ιδ. Υπηρ.). — Αντιπροσωπεία του Οικουμενικού Πατριαρχείου θα μεταβή εις το συνέδριον της Βαρσοβίας. Η αντιπροσωπεία θα απαρτίζεται εκ μητροπολιτών. Το συνέδριον θα ασχοληθή με θέματα ειρήνης.	[612, 1563, 971, 1643]
article-yemen	[8, 937, 603, 1381]
section-label: ΤΑ ΟΝΟΜΑΤΑ ΤΩΝ ΠΑΙΚΤΩΝ	[986, 997, 1145, 1008]
article-text: ΛΟΝΔΙΝΟΝ, 6. — Οι επιστήμονες ανεκοίνωσαν νέας ανακαλύψεις. Ο πρίγκηψ Φίλιππος επεσκέφθη την Λευκωσίαν. Η Ιαπωνική εταιρεία ηγόρασε πλοία. Εκρήγνυσι πετρελαίου εις το Μπαχρέιν. Το τουρκικόν υπουργείον ανεκοίνωσε μέτρα. Το αμερικανικόν ναυτικόν προέβη εις δοκιμάς.	[981, 1731, 1151, 1793]
article-text: ΧΟΥΣΤΟΝ, Τέξας, 6. (Ασ. Πρές). — Ο δικηγόρος κ. Ι. Μπέρλι εφόνευσε τον φίλον της συζύγου του, δηλώσας ότι ο φόνος επεβλήθη υπό του καθήκοντός του ως ανδρός. Η αστυνομία συνέλαβε τον δράστην. Η δίκη αναμένεται να προκαλέση μέγα ενδιαφέρον.	[721, 486, 971, 540]
headline-atomic-bases: ΔΙΕΝΕΜΗΘΗΝ ΠΡΟΚΗΡΥΞΙΣ ΚΑΤΑ ΤΗΣ ΕΓΚΑΤΑΣΤΑΣΕΩΣ ΑΤΟΜΙΚΩΝ ΒΑΣΕΩΝ	[215, 2197, 379, 2256]
article-text: ΑΘΗΝΑΙ, 6. — Ο υπουργός των Εσωτερικών ανεκοίνωσεν ότι αι δημοτικαί εκλογαί θα διεξαχθούν την ορισθείσαν ημερομηνίαν. Το υπουργείον Οικονομικών εξέδωσεν απόφασιν περί της φορολογίας. Η Τράπεζα της Ελλάδος ανεκοίνωσε νέα μέτρα πιστωτικής πολιτικής. Εις την Βουλήν συνεζητήθη το νομοσχέδιον περί εργατικών κατοικιών. Η Αστυνομία Πόλεων προέβη εις συλλήψεις. Ο υπουργός Συγκοινωνιών ανεκοίνωσε την ανάθεσιν νέων έργων οδοποιίας.	[8, 1420, 201, 1508]
headline-manchester: ΕΙΚΟΝΑ ΜΙΑΣ ΠΕΝΘΟΥΣΗΣ ΠΟΛΕΩΣ ΠΑΡΟΥΣΙΑΖΕΙ ΤΟ ΜΑΝΤΣΕΣΤΕΡ	[987, 6, 1499, 65]
article-athens-news	[8, 1421, 603, 1817]
item-label: Ο ΠΡΙΓΚΗΨ ΦΙΛΙΠΠΟΣ	[981, 1569, 1105, 1580]
article-text: ΑΘΗΝΑΙ, 6. — Ο κ. Αρχιεπίσκοπος ετόνισεν ότι δεν πρόκειται να αναλάβη οιανδήποτε πρωτοβουλίαν, αλλ' εάν προσκληθή επισήμως, είναι πρόθυμος να μεταβή εις το Λονδίνον διά συνομιλίας. Επί του θέματος των διαπραγματεύσεων δεν υπάρχει ουδεμία νεωτέρα εξέλιξις, αναμένονται δε αι αποφάσεις της βρεταννικής κυβερνήσεως. Κατά πληροφορίας εκ Λευκωσίας, αι αρχαί της νήσου ελήφθησαν έκτακτα μέτρα ασφαλείας. Η κατάστασις εις την νήσον χαρακτηρίζεται ως εξαιρετικώς τεταμένη, αι δε περιπολίαι εντείνονται εις όλας τας πόλεις και τα χωριά.	[8, 145, 301, 325]
article-foreign-news-1	[981, 1492, 1151, 2154]
section-label: Η ΓΝΩΜΗ ΤΟΥ ΧΑΜΜΕΡΣΚΕΛΝΤ	[417, 990, 596, 1002]
article-text: ΑΘΗΝΑΙ, 6. — Ο υπουργός των Εσωτερικών ανεκοίνωσεν ότι αι δημοτικαί εκλογαί θα διεξαχθούν την ορισθείσαν ημερομηνίαν. Το υπουργείον Οικονομικών εξέδωσεν απόφασιν περί της φορολογίας. Η Τράπεζα της Ελλάδος ανεκοίνωσε νέα μέτρα πιστωτικής πολιτικής. Εις την Βουλήν συνεζητήθη το νομοσχέδιον περί εργατικών κατοικιών. Η Αστυνομία Πόλεων προέβη εις συλλήψεις. Ο υπουργός Συγκοινωνιών ανεκοίνωσε την ανάθεσιν νέων έργων οδοποιίας.	[401, 2019, 603, 2108]
article-patriarchate	[612, 1564, 971, 1748]
item-label: ΕΚΡΗΓΝΥΣΙ	[1157, 1493, 1221, 1505]
article-text: ΒΑΣΙΓΚΤΩΝ, 6. (Ασ. Πρές). — Ο υπουργός των Εξωτερικών κ. Ντάλλες εξέθεσε την προσωπικήν του γνώμην περί της εν γένει πολιτείας των Ηνωμένων Πολιτειών ως και περί των σοβιετικών προτάσεων. Ούτος ετόνισεν ότι αι Η. Πολιτείαι είναι πρόθυμοι διά διαπραγματεύσεις, εφ' όσον υπάρχουν εγγυήσεις. Αι σοβιετικαί προτάσεις εξετάζονται με προσοχήν.	[712, 967, 971, 1117]
headline-patriarchate: ΑΝΤΙΠΡΟΣΩΠΕΙΑ ΤΟΥ ΟΙΚΟΥΜΕΝΙΚΟΥ ΠΑΤΡΙΑΡΧΕΙΟΥ ΘΑ ΜΕΤΑΒΗ ΕΙΣ ΤΟ ΣΥΝΕΔΡΙΟΝ ΤΗΣ ΒΑΡΣΟΒΙΑΣ	[645, 1509, 938, 1562]
headline-celebrations: ΕΜΑΤΑΙΩΘΗΣΑΝ ΟΛΑΙ ΑΙ ΕΟΡΤΑΙ	[1008, 62, 1477, 95]
article-text: ΑΘΗΝΑΙ, 6. — Ο υπουργός των Εσωτερικών ανεκοίνωσεν ότι αι δημοτικαί εκλογαί θα διεξαχθούν την ορισθείσαν ημερομηνίαν. Το υπουργείον Οικονομικών εξέδωσεν απόφασιν περί της φορολογίας. Η Τράπεζα της Ελλάδος ανεκοίνωσε νέα μέτρα πιστωτικής πολιτικής. Εις την Βουλήν συνεζητήθη το νομοσχέδιον περί εργατικών κατοικιών. Η Αστυνομία Πόλεων προέβη εις συλλήψεις. Ο υπουργός Συγκοινωνιών ανεκοίνωσε την ανάθεσιν νέων έργων οδοποιίας.	[202, 2067, 391, 2156]
article-text: ΡΟΤΤΕΡΝΤΑΜ, 6. (Ιδ. Υπηρ.). — Είκοσι Έλληνες ναυτικοί ζουν επί μήνας απλήρωτοι εις το προσδεδεμένον πλοίον των, πεινώντες και ριγούντες. Αι αρχαί του λιμένος επελήφθησαν της υποθέσεως. Η πρεσβεία ενήργησε διά την επαναπατρισμόν των ναυτικών. Οι πλοιοκτήται δεν έχουν καταβάλει τους μισθούς.	[612, 670, 788, 741]
article-text: ΛΟΝΔΙΝΟΝ, 6. — Οι επιστήμονες ανεκοίνωσαν νέας ανακαλύψεις. Ο πρίγκηψ Φίλιππος επεσκέφθη την Λευκωσίαν. Η Ιαπωνική εταιρεία ηγόρασε πλοία. Εκρήγνυσι πετρελαίου εις το Μπαχρέιν. Το τουρκικόν υπουργείον ανεκοίνωσε μέτρα. Το αμερικανικόν ναυτικόν προέβη εις δοκιμάς.	[1332, 1655, 1504, 1717]
article-text: ΜΟΝΑΧΟΝ, 6. (Ασ. Πρές). — Μία από τας μεγάλας τραγωδίας του αέρος. Το αεροσκάφος το οποίον μετέφερε την ομάδα συνετρίβη κατά την απογείωσιν. Μεταξύ των θυμάτων ευρίσκονται παίκται και δημοσιογράφοι. Οι διασωθέντες μετεφέρθησαν εις νοσοκομείον. Εθραύσθη το άτρακτος του αεροσκάφους.	[1158, 868, 1328, 939]
item-label: Ο ΤΟΥΡΚΙΚΟΝ	[1332, 1493, 1412, 1505]
headline-makarios-nasser: Ο ΜΑΚΑΡΙΟΣ ΣΥΓΧΑΙΡΕΙ ΤΟΝ ΝΑΣΣΕΡ	[1177, 1737, 1307, 1791]
article-text: ΛΕΥΚΩΣΙΑ, 6. (Ασ. Πρές). — Ο κυβερνήτης της Κύπρου σερ Χιού Φουτ περιώδευσε σήμερον τας περιοχάς της νήσου, συνομιλήσας μετά των τοπικών αρχών. Ούτος εδήλωσεν ότι η κυβέρνησις θα καταβάλη πάσαν προσπάθειαν διά την αποκατάστασιν της τάξεως. Αι ειδήσεις περί νέας δράσεως της οργανώσεως προκαλούν ανησυχίαν εις τους κύκλους της διοικήσεως. Κατά τας τελευταίας ημέρας σημειώθησαν εκρήξεις βομβών εις διάφορα σημεία.	[296, 1420, 603, 1605]
article-text: ΑΘΗΝΑΙ, 6. — Ο υπουργός των Εσωτερικών ανεκοίνωσεν ότι αι δημοτικαί εκλογαί θα διεξαχθούν την ορισθείσαν ημερομηνίαν. Το υπουργείον Οικονομικών εξέδωσεν απόφασιν περί της φορολογίας. Η Τράπεζα της Ελλάδος ανεκοίνωσε νέα μέτρα πιστωτικής πολιτικής. Εις την Βουλήν συνεζητήθη το νομοσχέδιον περί εργατικών κατοικιών. Η Αστυνομία Πόλεων προέβη εις συλλήψεις. Ο υπουργός Συγκοινωνιών ανεκοίνωσε την ανάθεσιν νέων έργων οδοποιίας.	[8, 2190, 197, 2279]
section-label: ΠΡΟΤΑΣΙΣ ΤΩΝ ΓΙΟΥΓΚΟΣΛΑΒΩΝ	[1371, 278, 1469, 298]
article-text: ΛΟΝΔΙΝΟΝ, 6. — Οι επιστήμονες ανεκοίνωσαν νέας ανακαλύψεις. Ο πρίγκηψ Φίλιππος επεσκέφθη την Λευκωσίαν. Η Ιαπωνική εταιρεία ηγόρασε πλοία. Εκρήγνυσι πετρελαίου εις το Μπαχρέιν. Το τουρκικόν υπουργείον ανεκοίνωσε μέτρα. Το αμερικανικόν ναυτικόν προέβη εις δοκιμάς.	[981, 1655, 1151, 1717]
section-label: ΠΟΤΕ ΘΑ ΓΙΝΗ Η ΛΗΞΙΣ;	[438, 534, 575, 545]
section-label: ΑΛΛΟΙ ΔΙΑΣΩΘΕΝΤΕΣ	[1182, 940, 1303, 952]
article-text: ΜΑΝΤΣΕΣΤΕΡ, Αγγλίας, 6. (Ρώυτερ). — Το Μάντσεστερ παρουσιάζει εικόνα πενθούσης πόλεως μετά την αεροπορικήν τραγωδίαν εις Μόναχον. Εματαιώθησαν όλαι αι εορταί. Αι σημαίαι υψώθησαν μεσίστιοι. Χιλιάδες φιλάθλων συνεκεντρώθησαν προ του γηπέδου. Η ποδοσφαιρική ομάς της πόλεως απώλεσε επτά παίκτας. Τα συλλυπητήρια καταφθάνουν από όλον τον κόσμον.	[1334, 299, 1504, 378]
article-text: ΛΟΝΔΙΝΟΝ, 6. — Οι επιστήμονες ανεκοίνωσαν νέας ανακαλύψεις. Ο πρίγκηψ Φίλιππος επεσκέφθη την Λευκωσίαν. Η Ιαπωνική εταιρεία ηγόρασε πλοία. Εκρήγνυσι πετρελαίου εις το Μπαχρέιν. Το τουρκικόν υπουργείον ανεκοίνωσε μέτρα. Το αμερικανικόν ναυτικόν προέβη εις δοκιμάς.	[1332, 1792, 1504, 1854]
item-label: ΑΜΕΡΙΚΑΝΙΚΟΝ	[1332, 1719, 1421, 1731]
article-text: ΑΘΗΝΑΙ, 6. — Ο κ. Αρχιεπίσκοπος ετόνισεν ότι δεν πρόκειται να αναλάβη οιανδήποτε πρωτοβουλίαν, αλλ' εάν προσκληθή επισήμως, είναι πρόθυμος να μεταβή εις το Λονδίνον διά συνομιλίας. Επί του θέματος των διαπραγματεύσεων δεν υπάρχει ουδεμία νεωτέρα εξέλιξις, αναμένονται δε αι αποφάσεις της βρεταννικής κυβερνήσεως. Κατά πληροφορίας εκ Λευκωσίας, αι αρχαί της νήσου ελήφθησαν έκτακτα μέτρα ασφαλείας. Η κατάστασις εις την νήσον χαρακτηρίζεται ως εξαιρετικώς τεταμένη, αι δε περιπολίαι εντείνονται εις όλας τας πόλεις και τα χωριά.	[8, 506, 403, 709]
section-label: ΟΙ ΔΗΜΟΣΙΟΓΡΑΦΟΙ	[1186, 1024, 1299, 1035]
headline-germans: 6 ΕΚΑΤ. ΓΕΡΜΑΝΩΝ ΕΦΟΝΕΥΘΗΣΑΝ ΕΙΣ ΤΟΝ ΠΟΛΕΜΟΝ	[17, 1817, 187, 1862]
